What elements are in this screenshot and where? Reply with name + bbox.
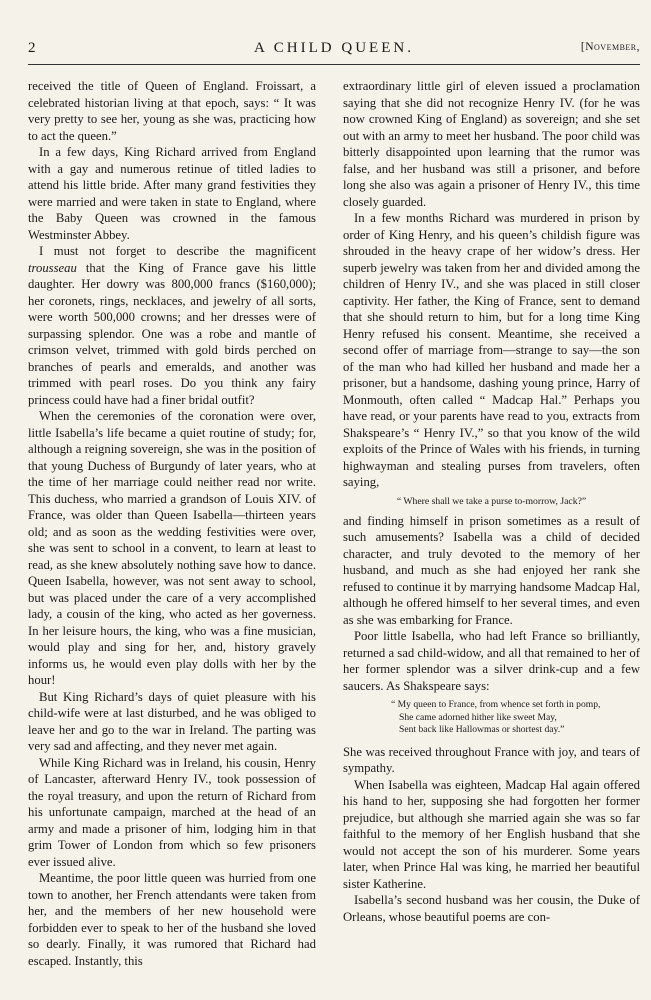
verse-line: She came adorned hither like sweet May, <box>399 711 557 723</box>
paragraph: Meantime, the poor little queen was hurried from one town to another, her French attendants were taken from her, and the members of her new household were forbidden ever to speak to her of the husband she loved so dearly. Finally, it was rumored that Richard had escaped. Instantly, this <box>28 871 316 968</box>
paragraph: She was received throughout France with joy, and tears of sympathy. <box>343 744 640 775</box>
paragraph: Isabella’s second husband was her cousin, the Duke of Orleans, whose beautiful poems are con- <box>343 893 640 924</box>
block-quote: “ Where shall we take a purse to-morrow, Jack?” <box>396 495 587 507</box>
issue-month: [November, <box>580 41 640 53</box>
text-run: I must not forget to describe the magnificent <box>39 244 316 258</box>
verse-quote <box>391 699 640 737</box>
paragraph: But King Richard’s days of quiet pleasure with his child-wife were at last disturbed, and he was obliged to leave her and go to the war in Ireland. The parting was very sad and affecting, and they never met again. <box>28 689 316 753</box>
right-column <box>343 78 640 925</box>
running-title: A CHILD QUEEN. <box>254 40 414 56</box>
page-number: 2 <box>28 40 36 56</box>
verse-line: “ My queen to France, from whence set forth in pomp, <box>391 699 601 710</box>
paragraph: While King Richard was in Ireland, his cousin, Henry of Lancaster, afterward Henry IV., took possession of the royal treasury, and upon the return of Richard from his unfortunate campaign, marched at the head of an army and made a prisoner of him, lodging him in that grim Tower of London from which so few prisoners ever issued alive. <box>28 755 316 869</box>
text-run: that the King of France gave his little daughter. Her dowry was 800,000 francs ($160,000); her coronets, rings, necklaces, and jewelry of all sorts, were worth 500,000 crowns; and her dresses were of surpassing splendor. One was a robe and mantle of crimson velvet, trimmed with gold birds perched on branches of pearls and emeralds, and another was trimmed with pearl roses. Do you think any fairy princess could have had a finer bridal outfit? <box>28 260 316 407</box>
paragraph-trousseau <box>28 243 316 408</box>
paragraph: and finding himself in prison sometimes as a result of such amusements? Isabella was a child of decided character, and truly devoted to the memory of her husband, and much as she had enjoyed her rank she refused to continue it by marrying handsome Madcap Hal, although he offered himself to her several times, and even as she was embarking for France. <box>343 513 640 627</box>
paragraph: received the title of Queen of England. Froissart, a celebrated historian living at that epoch, says: “ It was very pretty to see her, young as she was, practicing how to act the queen.” <box>28 79 316 143</box>
paragraph: When the ceremonies of the coronation were over, little Isabella’s life became a quiet routine of study; for, although a reigning sovereign, she was in the position of that young Duchess of Burgundy of later years, who at the time of her marriage could neither read nor write. This duchess, who married a grandson of Louis XIV. of France, was older than Queen Isabella—thirteen years old; and as soon as the wedding festivities were over, she was sent to school in a convent, to learn at least to read, as she knew absolutely nothing save how to dance. Queen Isabella, however, was not sent away to school, but was placed under the care of a very accomplished lady, a cousin of the king, who acted as her governess. In her leisure hours, the king, who was a fine musician, would play and sing for her, and, history gravely informs us, he would even play dolls with her by the hour! <box>28 409 316 687</box>
verse-line: Sent back like Hallowmas or shortest day.” <box>399 724 565 735</box>
paragraph: In a few days, King Richard arrived from England with a gay and numerous retinue of titled ladies to attend his little bride. After many grand festivities they were married and were taken in state to England, where the Baby Queen was crowned in the famous Westminster Abbey. <box>28 145 316 242</box>
header-rule <box>28 64 640 65</box>
paragraph: When Isabella was eighteen, Madcap Hal again offered his hand to her, supposing she had forgotten her former prejudice, but although she married again she was so far faithful to the memory of her English husband that she would not accept the son of his murderer. Some years later, when Prince Hal was king, he married her beautiful sister Katherine. <box>343 777 640 891</box>
running-header <box>28 40 640 62</box>
left-column <box>28 78 316 969</box>
paragraph: Poor little Isabella, who had left France so brilliantly, returned a sad child-widow, and all that remained to her of her former splendor was a silver drink-cup and a few saucers. As Shakspeare says: <box>343 629 640 693</box>
paragraph: extraordinary little girl of eleven issued a proclamation saying that she did not recognize Henry IV. (for he was now crowned King of England) as sovereign; and she set out with an army to meet her husband. The poor child was bitterly disappointed upon learning that the rumor was false, and her husband was still a prisoner, and before long she also was again a prisoner of Henry IV., this time closely guarded. <box>343 79 640 209</box>
italic-word: trousseau <box>28 260 77 275</box>
paragraph: In a few months Richard was murdered in prison by order of King Henry, and his queen’s childish figure was shrouded in the heavy crape of her widow’s dress. Her superb jewelry was taken from her and divided among the children of Henry IV., and she was placed in still closer captivity. Her father, the King of France, sent to demand that she should return to him, but for a long time King Henry refused his consent. Meantime, she received a second offer of marriage from—strange to say—the son of the man who had killed her husband and made her a prisoner, but a handsome, dashing young prince, Harry of Monmouth, often called “ Madcap Hal.” Perhaps you have read, or your parents have read to you, extracts from Shakspeare’s “ Henry IV.,” so that you know of the wild exploits of the Prince of Wales with his friends, in turning highwayman and stealing purses from travelers, often saying, <box>343 211 640 489</box>
